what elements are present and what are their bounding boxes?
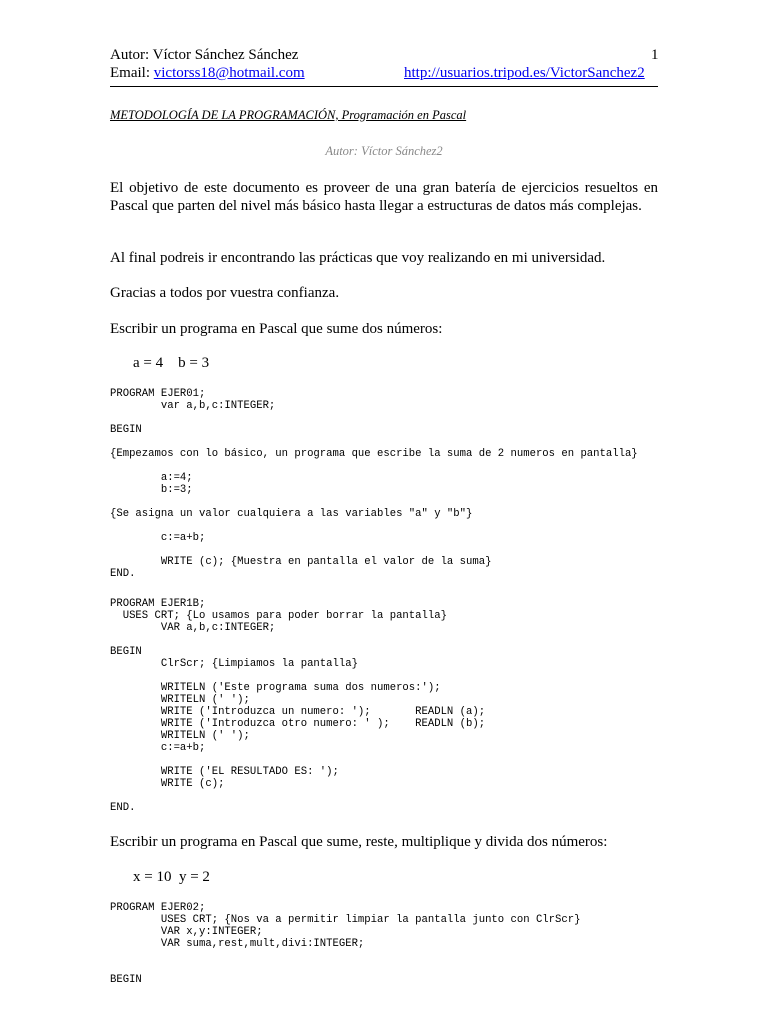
intro-paragraph: Al final podreis ir encontrando las prácticas que voy realizando en mi universidad. bbox=[110, 250, 606, 266]
email-link[interactable]: victorss18@hotmail.com bbox=[153, 65, 305, 81]
exercise-1-values: a = 4 b = 3 bbox=[133, 355, 210, 371]
header-email-row bbox=[110, 64, 305, 82]
document-title: METODOLOGÍA DE LA PROGRAMACIÓN, Programación en Pascal bbox=[110, 108, 467, 122]
header-divider bbox=[110, 86, 658, 87]
intro-paragraph: El objetivo de este documento es proveer de una gran batería de ejercicios resueltos en Pascal que parten del nivel más básico hasta llegar a estructuras de datos más complejas. bbox=[110, 180, 658, 214]
code-block-ejer01: PROGRAM EJER01; var a,b,c:INTEGER; BEGIN {Empezamos con lo básico, un programa que escribe la suma de 2 numeros en pantalla} a:=4; b:=3; {Se asigna un valor cualquiera a las variables "a" y "b"} c:=a+b; WRITE (c); {Muestra en pantalla el valor de la suma} END. bbox=[110, 388, 638, 580]
email-label: Email: bbox=[110, 65, 154, 81]
exercise-1-statement: Escribir un programa en Pascal que sume dos números: bbox=[110, 321, 443, 337]
exercise-2-statement: Escribir un programa en Pascal que sume, reste, multiplique y divida dos números: bbox=[110, 834, 608, 850]
intro-paragraph: Gracias a todos por vuestra confianza. bbox=[110, 285, 340, 301]
code-block-ejer02: PROGRAM EJER02; USES CRT; {Nos va a permitir limpiar la pantalla junto con ClrScr} VAR x,y:INTEGER; VAR suma,rest,mult,divi:INTEGER; BEGIN bbox=[110, 902, 581, 986]
header-page-number: 1 bbox=[651, 47, 659, 63]
document-subtitle: Autor: Víctor Sánchez2 bbox=[325, 144, 443, 158]
website-link[interactable]: http://usuarios.tripod.es/VictorSanchez2 bbox=[404, 65, 645, 81]
code-block-ejer1b: PROGRAM EJER1B; USES CRT; {Lo usamos para poder borrar la pantalla} VAR a,b,c:INTEGER; BEGIN ClrScr; {Limpiamos la pantalla} WRITELN ('Este programa suma dos numeros:'); WRITELN (' '); WRITE ('Introduzca un numero: '); READLN (a); WRITE ('Introduzca otro numero: ' ); READLN (b); WRITELN (' '); c:=a+b; WRITE ('EL RESULTADO ES: '); WRITE (c); END. bbox=[110, 598, 486, 814]
header-author: Autor: Víctor Sánchez Sánchez bbox=[110, 47, 299, 63]
exercise-2-values: x = 10 y = 2 bbox=[133, 869, 210, 885]
